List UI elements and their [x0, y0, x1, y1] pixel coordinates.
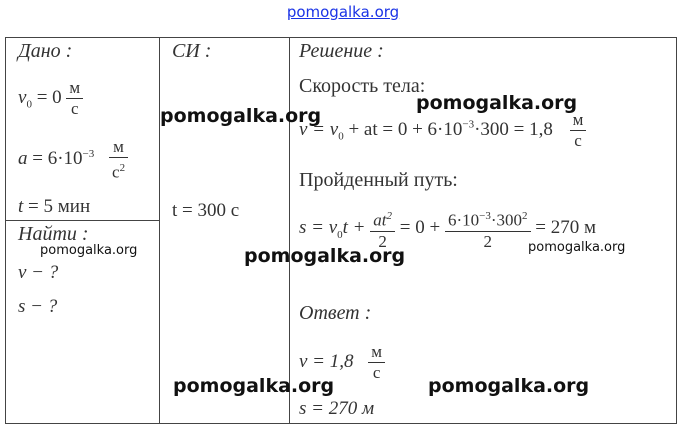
v0-symbol: v: [18, 86, 27, 108]
distance-label: Пройденный путь:: [299, 169, 458, 191]
distance-frac-2-den: 2: [483, 231, 492, 251]
distance-eq-part-a: s = v: [299, 217, 338, 239]
distance-eq-part-b: t +: [342, 217, 366, 239]
velocity-unit-num: м: [570, 110, 587, 131]
given-t: [18, 196, 90, 218]
v0-unit-den: с: [71, 99, 79, 118]
watermark: pomogalka.org: [244, 245, 406, 267]
watermark: pomogalka.org: [40, 243, 138, 258]
solution-header: Решение :: [299, 40, 384, 62]
v0-value: = 0: [36, 86, 62, 108]
given-header: Дано :: [18, 40, 73, 62]
si-t-value: t = 300 с: [172, 200, 240, 221]
velocity-eq-exponent: −3: [462, 118, 475, 131]
a-unit-num: м: [109, 137, 128, 158]
distance-eq-part-d: = 270 м: [535, 217, 596, 239]
given-a: [18, 137, 128, 183]
answer-v-unit: [368, 342, 385, 383]
distance-eq-part-c: = 0 +: [399, 217, 441, 239]
column-divider-given: [159, 37, 160, 424]
distance-frac-2-num: $6\cdot 10^{-3}\cdot 300^2$: [445, 206, 531, 232]
answer-v-unit-num: м: [368, 342, 385, 363]
velocity-label: Скорость тела:: [299, 75, 426, 97]
table-right-border: [676, 37, 677, 424]
watermark: pomogalka.org: [173, 375, 335, 397]
given-find-divider: [5, 220, 160, 221]
distance-frac-2: [445, 206, 531, 252]
find-header: Найти :: [18, 223, 89, 245]
answer-v-eq: v = 1,8: [299, 350, 354, 372]
velocity-equation: [299, 110, 586, 151]
velocity-eq-subscript: 0: [338, 130, 344, 143]
t-value: = 5 мин: [28, 196, 91, 217]
velocity-unit: [570, 110, 587, 151]
a-exponent: −3: [82, 147, 95, 160]
t-symbol: t: [18, 196, 24, 217]
v0-unit-num: м: [66, 78, 83, 99]
answer-s: s = 270 м: [299, 398, 375, 419]
watermark: pomogalka.org: [528, 240, 626, 255]
a-unit-den: $с^2$: [112, 162, 126, 182]
find-item-s: s − ?: [18, 296, 58, 317]
a-symbol: a: [18, 148, 28, 170]
velocity-eq-part-b: + at = 0 + 6·10: [343, 118, 463, 140]
si-header: СИ :: [172, 40, 212, 62]
table-top-border: [5, 37, 677, 38]
watermark: pomogalka.org: [428, 375, 590, 397]
column-divider-si: [289, 37, 290, 424]
distance-frac-1-den: 2: [378, 231, 387, 251]
v0-subscript: 0: [26, 98, 32, 111]
table-left-border: [5, 37, 6, 424]
velocity-eq-part-c: ·300 = 1,8: [474, 118, 553, 140]
a-unit: [109, 137, 128, 183]
table-bottom-border: [5, 423, 677, 424]
distance-eq-subscript: 0: [337, 228, 343, 241]
answer-v-unit-den: с: [372, 363, 381, 382]
given-v0: [18, 78, 83, 119]
velocity-unit-den: с: [574, 131, 582, 150]
velocity-eq-part-a: v = v: [299, 118, 339, 140]
distance-frac-1-num: $at^2$: [370, 206, 395, 232]
watermark: pomogalka.org: [416, 92, 578, 114]
watermark: pomogalka.org: [160, 105, 322, 127]
a-value: = 6·10: [32, 148, 83, 170]
answer-header: Ответ :: [299, 302, 372, 324]
site-link[interactable]: pomogalka.org: [286, 3, 400, 21]
find-item-v: v − ?: [18, 262, 59, 283]
v0-unit: [66, 78, 83, 119]
